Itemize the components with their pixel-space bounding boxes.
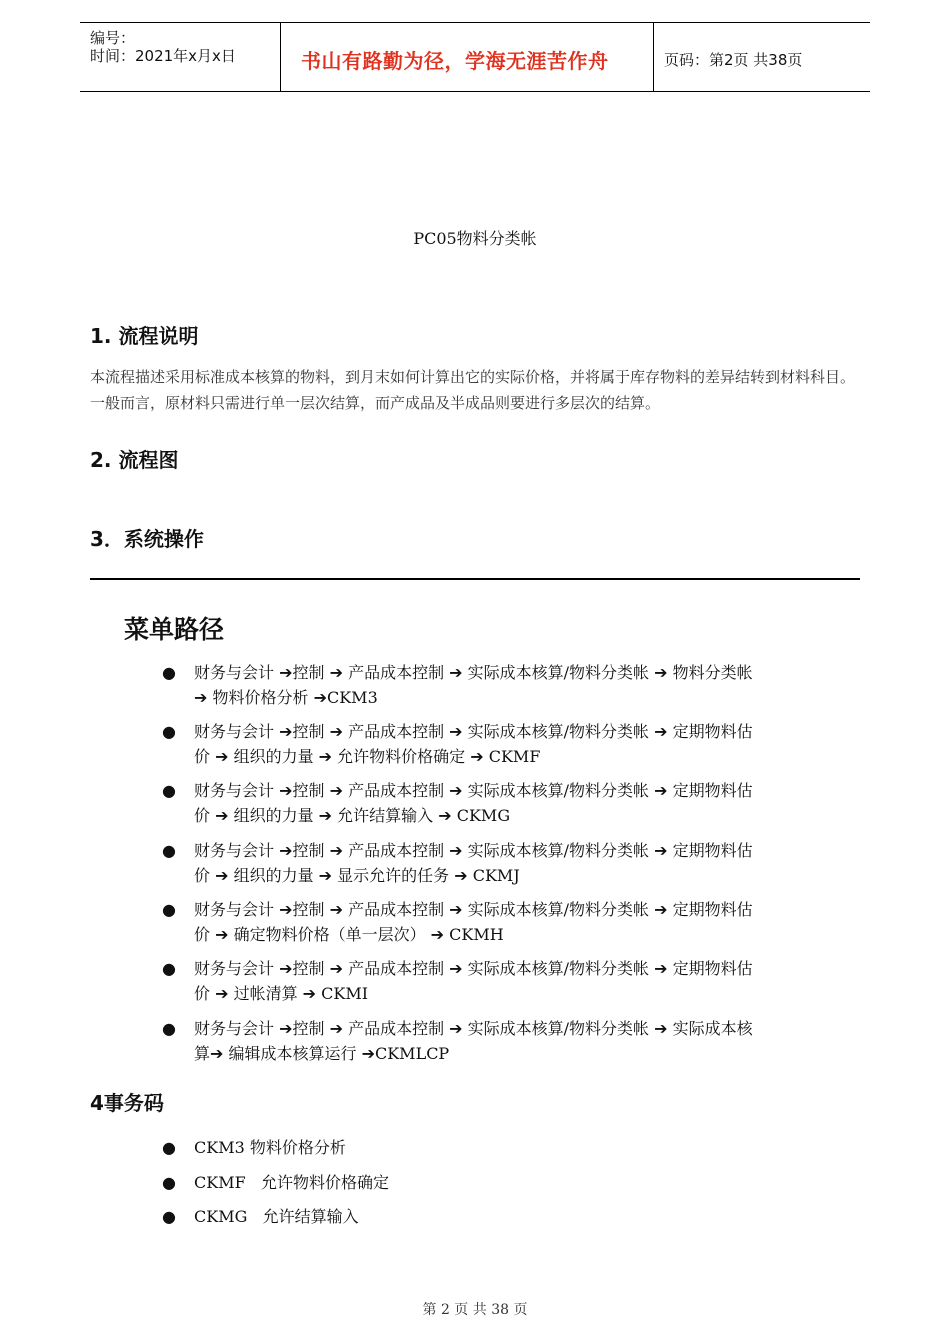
menu-path-line1: 财务与会计 ➔控制 ➔ 产品成本控制 ➔ 实际成本核算/物料分类帐 ➔ 实际成本核: [194, 1019, 753, 1038]
menu-path-line1: 财务与会计 ➔控制 ➔ 产品成本控制 ➔ 实际成本核算/物料分类帐 ➔ 定期物料估: [194, 841, 753, 860]
section-heading-flowchart: 2. 流程图: [90, 448, 179, 472]
header-motto-cell: [281, 23, 654, 91]
section-heading-process-description: 1. 流程说明: [90, 324, 199, 348]
page-header: [80, 22, 870, 92]
bullet-icon: ●: [162, 841, 176, 860]
transaction-code-text: CKMF 允许物料价格确定: [194, 1173, 389, 1192]
menu-path-line2: ➔ 物料价格分析 ➔CKM3: [194, 688, 378, 707]
menu-path-line2: 价 ➔ 组织的力量 ➔ 允许物料价格确定 ➔ CKMF: [194, 747, 541, 766]
menu-path-line2: 价 ➔ 组织的力量 ➔ 显示允许的任务 ➔ CKMJ: [194, 866, 520, 885]
page-number-label: 页码：第2页 共38页: [664, 51, 803, 69]
section-divider: [90, 578, 860, 580]
bullet-icon: ●: [162, 900, 176, 919]
menu-path-line1: 财务与会计 ➔控制 ➔ 产品成本控制 ➔ 实际成本核算/物料分类帐 ➔ 定期物料估: [194, 781, 753, 800]
bullet-icon: ●: [162, 663, 176, 682]
section-heading-system-operation: 3．系统操作: [90, 527, 204, 551]
menu-path-line1: 财务与会计 ➔控制 ➔ 产品成本控制 ➔ 实际成本核算/物料分类帐 ➔ 定期物料估: [194, 900, 753, 919]
menu-path-line1: 财务与会计 ➔控制 ➔ 产品成本控制 ➔ 实际成本核算/物料分类帐 ➔ 定期物料估: [194, 722, 753, 741]
page-footer: 第 2 页 共 38 页: [422, 1302, 528, 1318]
transaction-code-text: CKM3 物料价格分析: [194, 1138, 346, 1157]
header-meta-cell: [80, 23, 281, 91]
document-title: PC05物料分类帐: [413, 229, 537, 248]
section-heading-transaction-codes: 4事务码: [90, 1091, 164, 1115]
header-page-cell: [654, 23, 870, 91]
number-label: 编号：: [90, 29, 136, 47]
bullet-icon: ●: [162, 1207, 176, 1226]
menu-path-line2: 价 ➔ 确定物料价格（单一层次） ➔ CKMH: [194, 925, 504, 944]
process-description-text: 本流程描述采用标准成本核算的物料，到月末如何计算出它的实际价格，并将属于库存物料的差异结转到材料科目。一般而言，原材料只需进行单一层次结算，而产成品及半成品则要进行多层次的结算。: [90, 368, 856, 412]
menu-path-line2: 价 ➔ 组织的力量 ➔ 允许结算输入 ➔ CKMG: [194, 806, 511, 825]
menu-path-line1: 财务与会计 ➔控制 ➔ 产品成本控制 ➔ 实际成本核算/物料分类帐 ➔ 物料分类帐: [194, 663, 753, 682]
bullet-icon: ●: [162, 1019, 176, 1038]
transaction-code-text: CKMG 允许结算输入: [194, 1207, 359, 1226]
time-label: 时间：2021年x月x日: [90, 47, 236, 65]
menu-path-heading: 菜单路径: [124, 615, 225, 644]
bullet-icon: ●: [162, 722, 176, 741]
menu-path-line1: 财务与会计 ➔控制 ➔ 产品成本控制 ➔ 实际成本核算/物料分类帐 ➔ 定期物料估: [194, 959, 753, 978]
menu-path-line2: 价 ➔ 过帐清算 ➔ CKMI: [194, 984, 369, 1003]
bullet-icon: ●: [162, 1138, 176, 1157]
bullet-icon: ●: [162, 781, 176, 800]
bullet-icon: ●: [162, 959, 176, 978]
bullet-icon: ●: [162, 1173, 176, 1192]
motto-text: 书山有路勤为径，学海无涯苦作舟: [301, 49, 609, 73]
menu-path-line2: 算➔ 编辑成本核算运行 ➔CKMLCP: [194, 1044, 450, 1063]
